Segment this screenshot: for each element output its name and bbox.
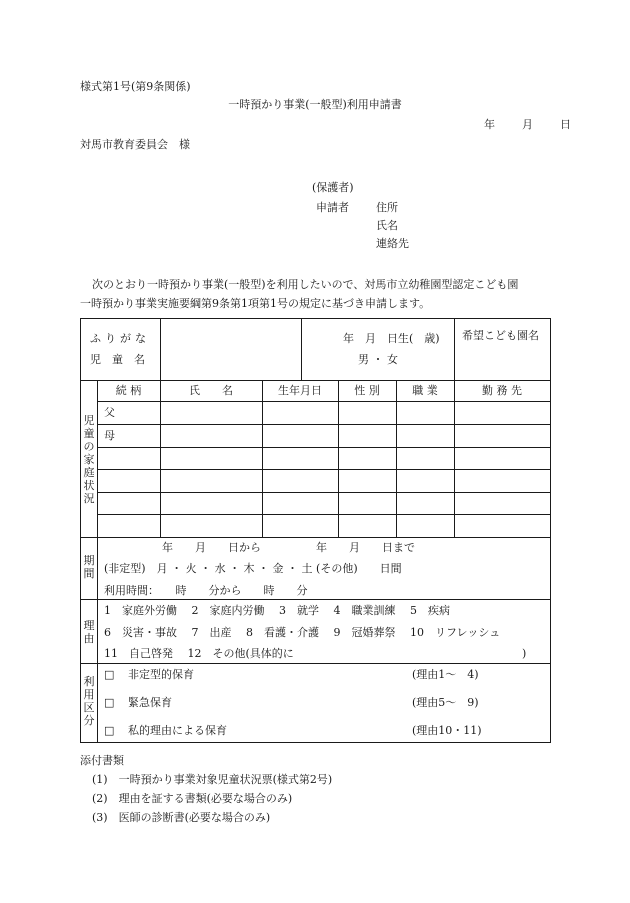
furigana-label: ふりがな: [90, 332, 150, 345]
usage-note-1: (理由1～ 4): [412, 668, 479, 681]
usage-checkbox-3[interactable]: □: [104, 724, 115, 737]
attachment-item-3: (3) 医師の診断書(必要な場合のみ): [92, 811, 271, 824]
usage-side-label: 利用区分: [83, 675, 95, 727]
usage-label-3: 私的理由による保育: [128, 724, 227, 737]
usage-checkbox-2[interactable]: □: [104, 696, 115, 709]
kindergarten-label: 希望こども園名: [462, 329, 539, 342]
form-number: 様式第1号(第9条関係): [80, 80, 191, 93]
period-usage-time: 利用時間： 時 分から 時 分: [104, 584, 308, 597]
family-relation-father: 父: [104, 406, 115, 419]
date-day: 日: [560, 118, 571, 131]
attachment-item-1: (1) 一時預かり事業対象児童状況票(様式第2号): [92, 773, 333, 786]
attachment-item-2: (2) 理由を証する書類(必要な場合のみ): [92, 792, 293, 805]
address-label: 住所: [376, 201, 398, 214]
date-year: 年: [484, 118, 495, 131]
body-text-line-1: 次のとおり一時預かり事業(一般型)を利用したいので、対馬市立幼稚園型認定こども園: [92, 278, 519, 291]
reason-line-3: 11 自己啓発 12 その他(具体的に: [104, 647, 294, 660]
period-from: 年 月 日から: [162, 541, 261, 554]
family-header-name: 氏 名: [189, 384, 233, 397]
family-side-label: 児童の家庭状況: [83, 414, 95, 505]
body-text-line-2: 一時預かり事業実施要綱第9条第1項第1号の規定に基づき申請します。: [80, 297, 431, 310]
reason-side-label: 理由: [83, 619, 95, 645]
usage-label-1: 非定型的保育: [128, 668, 194, 681]
child-name-label: 児 童 名: [90, 353, 145, 366]
reason-line-1: 1 家庭外労働 2 家庭内労働 3 就学 4 職業訓練 5 疾病: [104, 604, 450, 617]
child-sex-label: 男 ・ 女: [358, 353, 398, 366]
family-relation-mother: 母: [104, 429, 115, 442]
addressee: 対馬市教育委員会 様: [80, 138, 190, 151]
reason-line-3-end: ): [522, 647, 527, 660]
period-side-label: 期間: [83, 554, 95, 580]
family-header-workplace: 勤 務 先: [482, 384, 522, 397]
usage-label-2: 緊急保育: [128, 696, 172, 709]
contact-label: 連絡先: [376, 237, 409, 250]
reason-line-2: 6 災害・事故 7 出産 8 看護・介護 9 冠婚葬祭 10 リフレッシュ: [104, 626, 501, 639]
guardian-label: (保護者): [312, 181, 354, 194]
usage-note-2: (理由5～ 9): [412, 696, 479, 709]
usage-checkbox-1[interactable]: □: [104, 668, 115, 681]
applicant-label: 申請者: [316, 201, 349, 214]
family-header-sex: 性 別: [354, 384, 380, 397]
period-to: 年 月 日まで: [316, 541, 415, 554]
period-weekdays: (非定型) 月 ・ 火 ・ 水 ・ 木 ・ 金 ・ 土 (その他) 日間: [104, 562, 402, 575]
usage-note-3: (理由10・11): [412, 724, 482, 737]
child-birthdate-label: 年 月 日生( 歳): [343, 332, 440, 345]
family-header-occupation: 職 業: [412, 384, 438, 397]
name-label: 氏名: [376, 219, 398, 232]
form-title: 一時預かり事業(一般型)利用申請書: [228, 98, 402, 111]
family-header-relation: 続 柄: [115, 384, 142, 397]
attachments-title: 添付書類: [80, 754, 124, 767]
family-header-birthdate: 生年月日: [278, 384, 322, 397]
date-month: 月: [522, 118, 533, 131]
